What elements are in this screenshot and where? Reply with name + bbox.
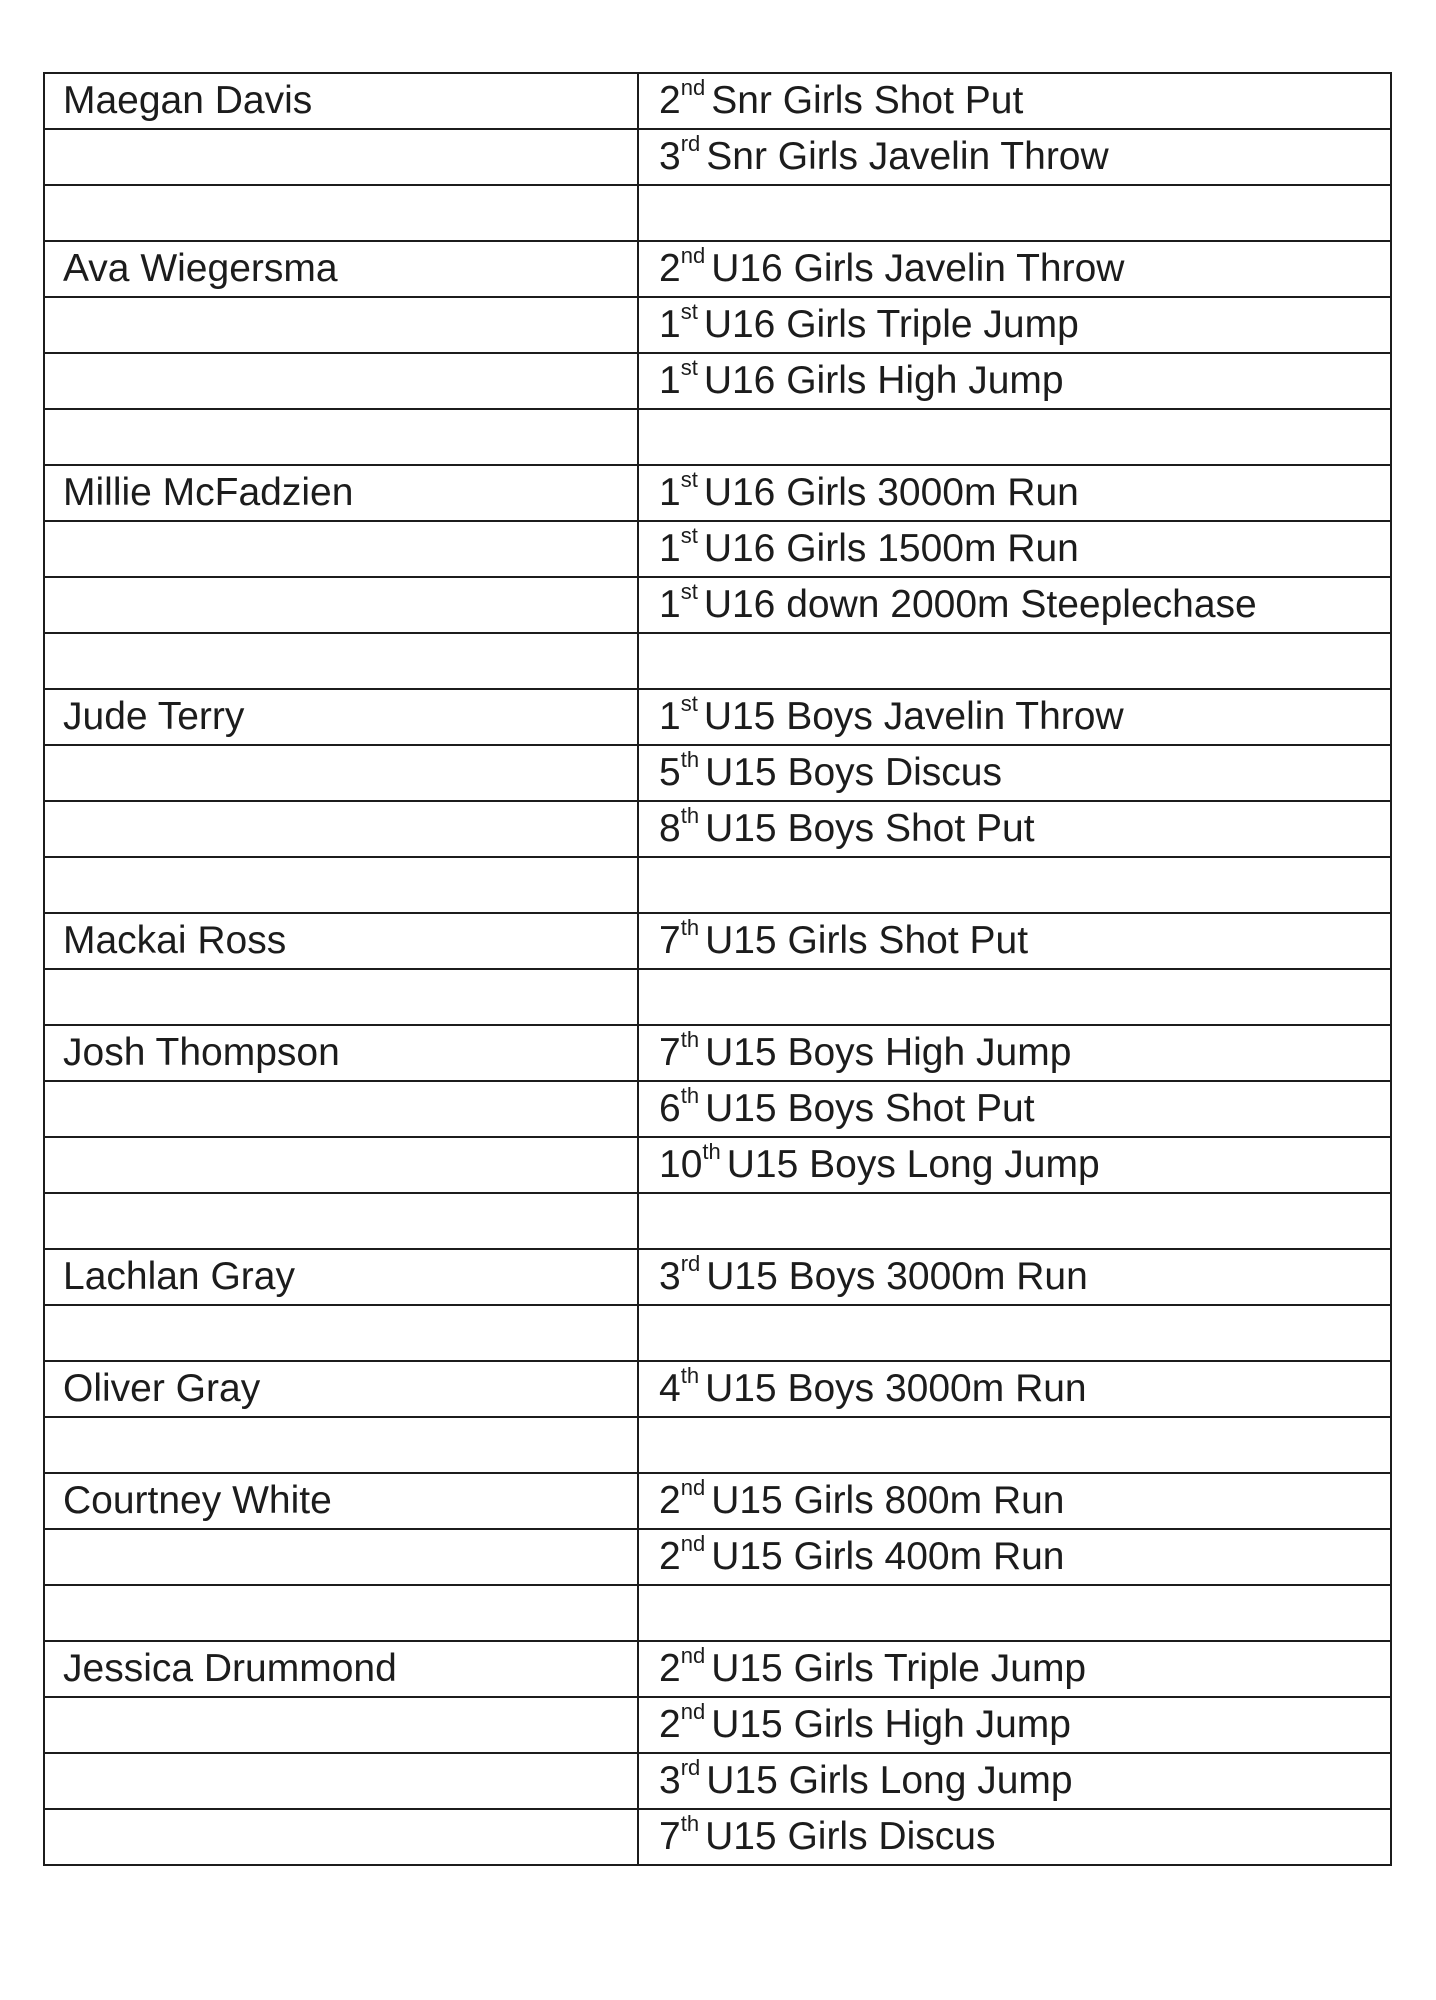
table-row bbox=[44, 241, 1391, 297]
place-ordinal-suffix: th bbox=[680, 1083, 700, 1108]
result-cell bbox=[638, 353, 1391, 409]
place-number: 2 bbox=[659, 1703, 681, 1746]
place-ordinal-suffix: st bbox=[680, 467, 698, 492]
athlete-name: Courtney White bbox=[44, 1473, 638, 1529]
result-cell bbox=[638, 1081, 1391, 1137]
results-table bbox=[43, 72, 1392, 1866]
result-cell bbox=[638, 1249, 1391, 1305]
table-row bbox=[44, 353, 1391, 409]
athlete-name: Ava Wiegersma bbox=[44, 241, 638, 297]
place-ordinal-suffix: st bbox=[680, 579, 698, 604]
empty-name-cell bbox=[44, 1081, 638, 1137]
empty-name-cell bbox=[44, 1137, 638, 1193]
place-ordinal-suffix: th bbox=[702, 1139, 721, 1164]
result-cell bbox=[638, 689, 1391, 745]
place-number: 4 bbox=[659, 1367, 681, 1410]
table-row bbox=[44, 297, 1391, 353]
event-name: U15 Boys 3000m Run bbox=[705, 1367, 1087, 1410]
table-row bbox=[44, 1809, 1391, 1865]
event-name: Snr Girls Javelin Throw bbox=[706, 135, 1109, 178]
event-name: U15 Girls 400m Run bbox=[711, 1535, 1065, 1578]
result-cell bbox=[638, 1809, 1391, 1865]
spacer-row bbox=[44, 1305, 1391, 1361]
empty-name-cell bbox=[44, 1809, 638, 1865]
empty-cell bbox=[44, 969, 638, 1025]
empty-cell bbox=[44, 409, 638, 465]
event-name: U16 Girls High Jump bbox=[703, 359, 1064, 402]
event-name: U16 down 2000m Steeplechase bbox=[703, 583, 1257, 626]
table-row bbox=[44, 73, 1391, 129]
table-row bbox=[44, 577, 1391, 633]
place-number: 1 bbox=[659, 303, 681, 346]
place-ordinal-suffix: th bbox=[680, 1027, 700, 1052]
place-number: 6 bbox=[659, 1087, 681, 1130]
empty-name-cell bbox=[44, 353, 638, 409]
table-row bbox=[44, 1529, 1391, 1585]
table-row bbox=[44, 745, 1391, 801]
result-cell bbox=[638, 297, 1391, 353]
athlete-name: Jessica Drummond bbox=[44, 1641, 638, 1697]
place-number: 7 bbox=[659, 1031, 681, 1074]
event-name: U15 Boys Long Jump bbox=[726, 1143, 1100, 1186]
empty-name-cell bbox=[44, 297, 638, 353]
empty-cell bbox=[44, 1305, 638, 1361]
place-ordinal-suffix: th bbox=[680, 915, 700, 940]
empty-cell bbox=[44, 857, 638, 913]
event-name: U15 Girls 800m Run bbox=[711, 1479, 1065, 1522]
event-name: U16 Girls 3000m Run bbox=[703, 471, 1079, 514]
place-ordinal-suffix: rd bbox=[680, 1251, 701, 1276]
empty-cell bbox=[638, 1417, 1391, 1473]
place-ordinal-suffix: st bbox=[680, 299, 698, 324]
event-name: U15 Boys Shot Put bbox=[705, 1087, 1035, 1130]
spacer-row bbox=[44, 1585, 1391, 1641]
empty-cell bbox=[638, 857, 1391, 913]
table-row bbox=[44, 801, 1391, 857]
place-ordinal-suffix: nd bbox=[680, 1643, 706, 1668]
result-cell bbox=[638, 1473, 1391, 1529]
place-number: 5 bbox=[659, 751, 681, 794]
event-name: U15 Girls High Jump bbox=[711, 1703, 1071, 1746]
result-cell bbox=[638, 241, 1391, 297]
results-table-body bbox=[44, 73, 1391, 1865]
result-cell bbox=[638, 1137, 1391, 1193]
place-ordinal-suffix: nd bbox=[680, 1699, 706, 1724]
spacer-row bbox=[44, 633, 1391, 689]
result-cell bbox=[638, 1641, 1391, 1697]
event-name: U15 Girls Long Jump bbox=[706, 1759, 1073, 1802]
result-cell bbox=[638, 465, 1391, 521]
empty-cell bbox=[638, 633, 1391, 689]
event-name: U15 Boys Shot Put bbox=[705, 807, 1035, 850]
result-cell bbox=[638, 1529, 1391, 1585]
event-name: U15 Boys Discus bbox=[705, 751, 1002, 794]
event-name: U15 Girls Triple Jump bbox=[711, 1647, 1087, 1690]
place-number: 1 bbox=[659, 359, 681, 402]
empty-cell bbox=[44, 1585, 638, 1641]
result-cell bbox=[638, 73, 1391, 129]
result-cell bbox=[638, 577, 1391, 633]
event-name: Snr Girls Shot Put bbox=[711, 79, 1024, 122]
place-number: 3 bbox=[659, 1255, 681, 1298]
athlete-name: Millie McFadzien bbox=[44, 465, 638, 521]
place-ordinal-suffix: nd bbox=[680, 75, 706, 100]
place-number: 2 bbox=[659, 79, 681, 122]
empty-cell bbox=[638, 969, 1391, 1025]
result-cell bbox=[638, 1361, 1391, 1417]
empty-cell bbox=[638, 409, 1391, 465]
place-number: 1 bbox=[659, 695, 681, 738]
result-cell bbox=[638, 1697, 1391, 1753]
result-cell bbox=[638, 521, 1391, 577]
table-row bbox=[44, 1361, 1391, 1417]
table-row bbox=[44, 1137, 1391, 1193]
table-row bbox=[44, 1753, 1391, 1809]
spacer-row bbox=[44, 969, 1391, 1025]
result-cell bbox=[638, 1025, 1391, 1081]
empty-cell bbox=[638, 1585, 1391, 1641]
place-number: 1 bbox=[659, 583, 681, 626]
place-number: 3 bbox=[659, 1759, 681, 1802]
place-ordinal-suffix: th bbox=[680, 803, 700, 828]
place-number: 2 bbox=[659, 1647, 681, 1690]
empty-cell bbox=[44, 1193, 638, 1249]
table-row bbox=[44, 1249, 1391, 1305]
place-ordinal-suffix: st bbox=[680, 523, 698, 548]
athlete-name: Mackai Ross bbox=[44, 913, 638, 969]
empty-name-cell bbox=[44, 1529, 638, 1585]
table-row bbox=[44, 1473, 1391, 1529]
place-number: 1 bbox=[659, 527, 681, 570]
empty-name-cell bbox=[44, 129, 638, 185]
athlete-name: Josh Thompson bbox=[44, 1025, 638, 1081]
event-name: U15 Boys 3000m Run bbox=[706, 1255, 1088, 1298]
place-ordinal-suffix: rd bbox=[680, 1755, 701, 1780]
empty-cell bbox=[44, 1417, 638, 1473]
table-row bbox=[44, 1641, 1391, 1697]
event-name: U15 Girls Shot Put bbox=[705, 919, 1029, 962]
place-ordinal-suffix: st bbox=[680, 691, 698, 716]
spacer-row bbox=[44, 185, 1391, 241]
place-ordinal-suffix: nd bbox=[680, 1475, 706, 1500]
empty-cell bbox=[638, 185, 1391, 241]
table-row bbox=[44, 689, 1391, 745]
empty-name-cell bbox=[44, 1753, 638, 1809]
spacer-row bbox=[44, 1193, 1391, 1249]
place-number: 2 bbox=[659, 1535, 681, 1578]
place-number: 7 bbox=[659, 919, 681, 962]
empty-name-cell bbox=[44, 1697, 638, 1753]
empty-cell bbox=[44, 185, 638, 241]
result-cell bbox=[638, 129, 1391, 185]
spacer-row bbox=[44, 857, 1391, 913]
table-row bbox=[44, 1025, 1391, 1081]
event-name: U15 Boys Javelin Throw bbox=[703, 695, 1124, 738]
result-cell bbox=[638, 801, 1391, 857]
place-number: 8 bbox=[659, 807, 681, 850]
table-row bbox=[44, 1081, 1391, 1137]
place-number: 7 bbox=[659, 1815, 681, 1858]
table-row bbox=[44, 129, 1391, 185]
place-number: 1 bbox=[659, 471, 681, 514]
place-number: 2 bbox=[659, 1479, 681, 1522]
event-name: U15 Boys High Jump bbox=[705, 1031, 1072, 1074]
table-row bbox=[44, 1697, 1391, 1753]
athlete-name: Jude Terry bbox=[44, 689, 638, 745]
result-cell bbox=[638, 745, 1391, 801]
empty-name-cell bbox=[44, 577, 638, 633]
athlete-name: Maegan Davis bbox=[44, 73, 638, 129]
place-number: 10 bbox=[659, 1143, 703, 1186]
result-cell bbox=[638, 1753, 1391, 1809]
result-cell bbox=[638, 913, 1391, 969]
place-ordinal-suffix: nd bbox=[680, 243, 706, 268]
place-ordinal-suffix: nd bbox=[680, 1531, 706, 1556]
spacer-row bbox=[44, 1417, 1391, 1473]
athlete-name: Lachlan Gray bbox=[44, 1249, 638, 1305]
place-number: 3 bbox=[659, 135, 681, 178]
spacer-row bbox=[44, 409, 1391, 465]
empty-name-cell bbox=[44, 745, 638, 801]
place-ordinal-suffix: th bbox=[680, 1811, 700, 1836]
table-row bbox=[44, 465, 1391, 521]
event-name: U16 Girls Javelin Throw bbox=[711, 247, 1125, 290]
event-name: U16 Girls 1500m Run bbox=[703, 527, 1079, 570]
place-ordinal-suffix: th bbox=[680, 747, 700, 772]
empty-cell bbox=[44, 633, 638, 689]
event-name: U15 Girls Discus bbox=[705, 1815, 996, 1858]
empty-name-cell bbox=[44, 521, 638, 577]
empty-name-cell bbox=[44, 801, 638, 857]
table-row bbox=[44, 521, 1391, 577]
table-row bbox=[44, 913, 1391, 969]
empty-cell bbox=[638, 1193, 1391, 1249]
empty-cell bbox=[638, 1305, 1391, 1361]
place-number: 2 bbox=[659, 247, 681, 290]
place-ordinal-suffix: th bbox=[680, 1363, 700, 1388]
event-name: U16 Girls Triple Jump bbox=[703, 303, 1079, 346]
place-ordinal-suffix: rd bbox=[680, 131, 701, 156]
place-ordinal-suffix: st bbox=[680, 355, 698, 380]
athlete-name: Oliver Gray bbox=[44, 1361, 638, 1417]
